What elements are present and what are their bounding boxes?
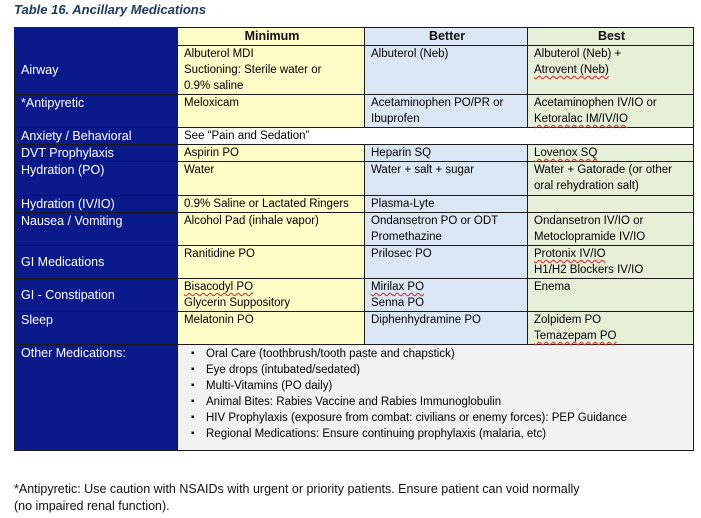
footnote-line-1: *Antipyretic: Use caution with NSAIDs with urgent or priority patients. Ensure patient can void normally — [14, 482, 580, 496]
footnote — [14, 481, 674, 515]
minimum-cell: Albuterol MDI Suctioning: Sterile water or 0.9% saline — [178, 46, 365, 95]
row-label: Sleep — [15, 312, 178, 345]
better-cell: Diphenhydramine PO — [365, 312, 528, 345]
best-cell: Water + Gatorade (or other oral rehydration salt) — [528, 162, 694, 196]
best-cell: Protonix IV/IO H1/H2 Blockers IV/IO — [528, 246, 694, 279]
row-label: GI - Constipation — [15, 279, 178, 312]
table-row-gi-medications — [15, 246, 694, 279]
list-item: ▪ Regional Medications: Ensure continuing prophylaxis (malaria, etc) — [190, 426, 689, 442]
better-cell: Ondansetron PO or ODT Promethazine — [365, 213, 528, 246]
row-label: Other Medications: — [15, 345, 178, 451]
minimum-cell: Bisacodyl PO Glycerin Suppository — [178, 279, 365, 312]
table-row-anxiety — [15, 128, 694, 145]
minimum-cell: Melatonin PO — [178, 312, 365, 345]
footnote-line-2: (no impaired renal function). — [14, 499, 170, 513]
table-row-hydration-po — [15, 162, 694, 196]
span-cell: See “Pain and Sedation” — [178, 128, 694, 145]
table-row-nausea — [15, 213, 694, 246]
minimum-cell: Ranitidine PO — [178, 246, 365, 279]
better-cell: Water + salt + sugar — [365, 162, 528, 196]
best-cell: Zolpidem PO Temazepam PO — [528, 312, 694, 345]
better-cell: Albuterol (Neb) — [365, 46, 528, 95]
minimum-cell: 0.9% Saline or Lactated Ringers — [178, 196, 365, 213]
best-cell: Lovenox SQ — [528, 145, 694, 162]
ancillary-medications-table — [14, 27, 694, 451]
row-label: Anxiety / Behavioral — [15, 128, 178, 145]
header-best: Best — [528, 28, 694, 46]
best-cell: Enema — [528, 279, 694, 312]
better-cell: Mirilax PO Senna PO — [365, 279, 528, 312]
other-medications-list — [190, 346, 689, 442]
row-label: Airway — [15, 46, 178, 95]
row-label: Hydration (IV/IO) — [15, 196, 178, 213]
list-item: ▪ Multi-Vitamins (PO daily) — [190, 378, 689, 394]
header-better: Better — [365, 28, 528, 46]
table-row-antipyretic — [15, 95, 694, 128]
table-row-sleep — [15, 312, 694, 345]
row-label: Hydration (PO) — [15, 162, 178, 196]
table-row-hydration-iv — [15, 196, 694, 213]
better-cell: Heparin SQ — [365, 145, 528, 162]
better-cell: Prilosec PO — [365, 246, 528, 279]
list-item: ▪ Animal Bites: Rabies Vaccine and Rabies Immunoglobulin — [190, 394, 689, 410]
table-row-dvt — [15, 145, 694, 162]
list-item: ▪ Eye drops (intubated/sedated) — [190, 362, 689, 378]
minimum-cell: Water — [178, 162, 365, 196]
list-item: ▪ Oral Care (toothbrush/tooth paste and chapstick) — [190, 346, 689, 362]
best-cell: Albuterol (Neb) + Atrovent (Neb) — [528, 46, 694, 95]
minimum-cell: Meloxicam — [178, 95, 365, 128]
row-label: Nausea / Vomiting — [15, 213, 178, 246]
list-item: ▪ HIV Prophylaxis (exposure from combat: civilians or enemy forces): PEP Guidance — [190, 410, 689, 426]
table-row-gi-constipation — [15, 279, 694, 312]
header-row — [15, 28, 694, 46]
better-cell: Acetaminophen PO/PR or Ibuprofen — [365, 95, 528, 128]
best-cell: Ondansetron IV/IO or Metoclopramide IV/IO — [528, 213, 694, 246]
best-cell — [528, 196, 694, 213]
table-caption: Table 16. Ancillary Medications — [14, 2, 206, 17]
row-label: DVT Prophylaxis — [15, 145, 178, 162]
minimum-cell: Aspirin PO — [178, 145, 365, 162]
best-cell: Acetaminophen IV/IO or Ketoralac IM/IV/IO — [528, 95, 694, 128]
minimum-cell: Alcohol Pad (inhale vapor) — [178, 213, 365, 246]
better-cell: Plasma-Lyte — [365, 196, 528, 213]
row-label: GI Medications — [15, 246, 178, 279]
table-row-other-medications — [15, 345, 694, 451]
other-medications-cell — [178, 345, 694, 451]
header-minimum: Minimum — [178, 28, 365, 46]
row-label: *Antipyretic — [15, 95, 178, 128]
table-row-airway — [15, 46, 694, 95]
header-blank — [15, 28, 178, 46]
